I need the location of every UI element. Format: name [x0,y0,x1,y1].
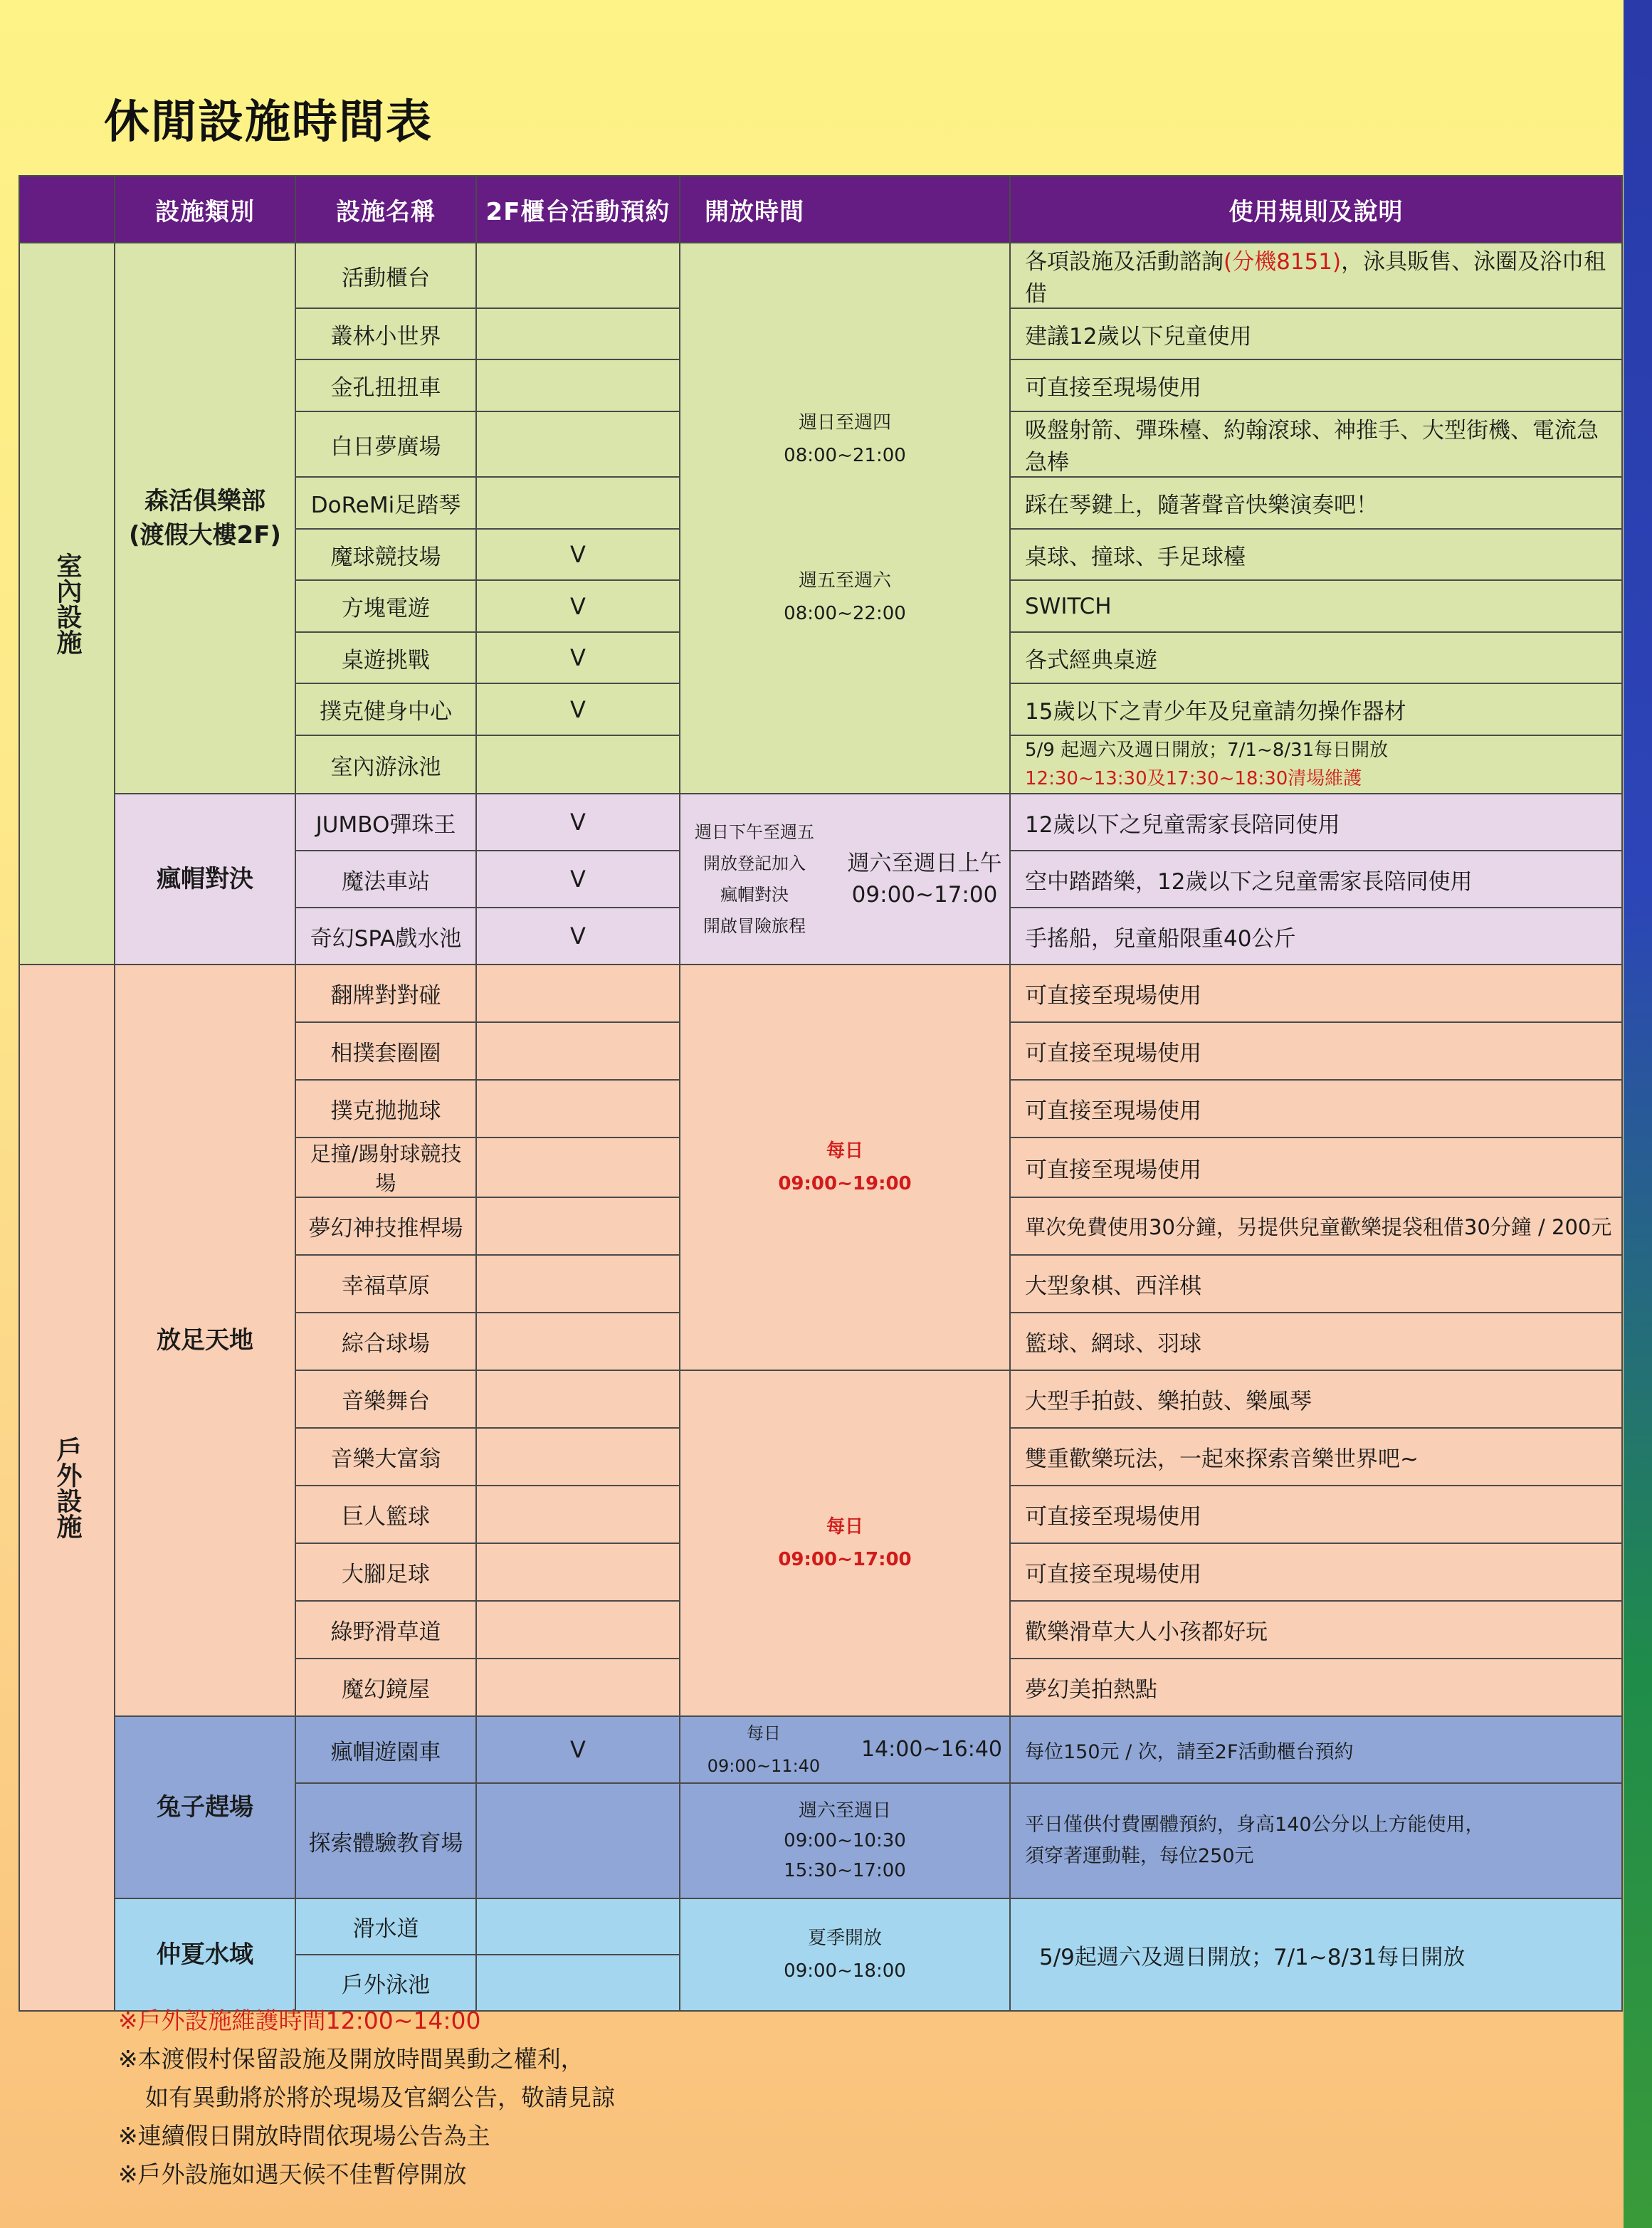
hours-club: 週日至週四 08:00~21:00 週五至週六 08:00~22:00 [680,243,1010,794]
category-indoor: 室內設施 [19,243,115,965]
facility-name: 室內游泳池 [295,735,476,794]
facility-name: 幸福草原 [295,1255,476,1313]
facility-name: DoReMi足踏琴 [295,477,476,529]
table-row [19,794,1622,851]
header-rules: 使用規則及說明 [1010,176,1622,243]
header-category: 設施類別 [115,176,295,243]
rule-text: 大型象棋、西洋棋 [1010,1255,1622,1313]
facility-name: 撲克拋拋球 [295,1080,476,1137]
reservation-mark: V [476,794,680,851]
page-title: 休閒設施時間表 [104,96,433,149]
reservation-mark [476,1080,680,1137]
reservation-mark [476,735,680,794]
facility-name: 瘋帽遊園車 [295,1716,476,1783]
rule-text: SWITCH [1010,580,1622,632]
decorative-side-bar [1624,0,1652,2228]
facility-name: 魔幻鏡屋 [295,1659,476,1716]
table-row [19,965,1622,1022]
rule-text: 可直接至現場使用 [1010,965,1622,1022]
facility-name: 撲克健身中心 [295,683,476,735]
reservation-mark [476,1898,680,1955]
group-water: 仲夏水域 [115,1898,295,2011]
rule-text: 5/9起週六及週日開放；7/1~8/31每日開放 [1010,1898,1622,2011]
rule-text: 可直接至現場使用 [1010,1137,1622,1197]
reservation-mark [476,1370,680,1428]
hours-field-b: 每日 09:00~17:00 [680,1370,1010,1716]
facility-name: 綠野滑草道 [295,1601,476,1659]
facility-name: 叢林小世界 [295,308,476,359]
note-holiday: ※連續假日開放時間依現場公告為主 [118,2122,490,2150]
reservation-mark [476,308,680,359]
rule-text: 5/9 起週六及週日開放；7/1~8/31每日開放 12:30~13:30及17:30~18:30清場維護 [1010,735,1622,794]
rule-text: 桌球、撞球、手足球檯 [1010,529,1622,580]
facility-name: 桌遊挑戰 [295,632,476,683]
reservation-mark [476,359,680,411]
facility-name: 巨人籃球 [295,1486,476,1543]
category-outdoor: 戶外設施 [19,965,115,2011]
reservation-mark [476,411,680,477]
hours-water: 夏季開放 09:00~18:00 [680,1898,1010,2011]
reservation-mark: V [476,529,680,580]
rule-text: 可直接至現場使用 [1010,1022,1622,1080]
facility-name: 奇幻SPA戲水池 [295,908,476,965]
rule-text: 歡樂滑草大人小孩都好玩 [1010,1601,1622,1659]
facility-name: 音樂大富翁 [295,1428,476,1486]
rule-text: 大型手拍鼓、樂拍鼓、樂風琴 [1010,1370,1622,1428]
facility-name: 足撞/踢射球競技場 [295,1137,476,1197]
reservation-mark: V [476,683,680,735]
facility-name: 金孔扭扭車 [295,359,476,411]
rule-text: 吸盤射箭、彈珠檯、約翰滾球、神推手、大型街機、電流急急棒 [1010,411,1622,477]
header-open-hours: 開放時間 [680,176,1010,243]
reservation-mark [476,477,680,529]
reservation-mark: V [476,580,680,632]
reservation-mark [476,1486,680,1543]
facility-name: 相撲套圈圈 [295,1022,476,1080]
facility-name: 活動櫃台 [295,243,476,308]
hours-mad-hatter: 週日下午至週五 開放登記加入 瘋帽對決 開啟冒險旅程 週六至週日上午 09:00~17:00 [680,794,1010,965]
reservation-mark [476,1197,680,1255]
facility-name: 方塊電遊 [295,580,476,632]
reservation-mark [476,965,680,1022]
rule-text: 可直接至現場使用 [1010,1486,1622,1543]
facility-name: 戶外泳池 [295,1955,476,2011]
facility-name: 大腳足球 [295,1543,476,1601]
group-mad-hatter: 瘋帽對決 [115,794,295,965]
facility-name: 綜合球場 [295,1313,476,1370]
reservation-mark: V [476,632,680,683]
reservation-mark: V [476,851,680,908]
note-rights-cont: 如有異動將於將於現場及官網公告，敬請見諒 [145,2084,615,2111]
rule-text: 各項設施及活動諮詢(分機8151)，泳具販售、泳圈及浴巾租借 [1010,243,1622,308]
group-field: 放足天地 [115,965,295,1716]
reservation-mark [476,1428,680,1486]
facility-name: 魔法車站 [295,851,476,908]
table-row [19,243,1622,308]
reservation-mark [476,1255,680,1313]
rule-text: 空中踏踏樂，12歲以下之兒童需家長陪同使用 [1010,851,1622,908]
facility-name: 翻牌對對碰 [295,965,476,1022]
rule-text: 平日僅供付費團體預約，身高140公分以上方能使用， 須穿著運動鞋，每位250元 [1010,1783,1622,1898]
facility-schedule-table [19,175,1623,2012]
rule-text: 雙重歡樂玩法，一起來探索音樂世界吧~ [1010,1428,1622,1486]
rule-text: 手搖船，兒童船限重40公斤 [1010,908,1622,965]
footnotes [118,2002,615,2194]
rule-text: 12歲以下之兒童需家長陪同使用 [1010,794,1622,851]
header-blank [19,176,115,243]
facility-name: 探索體驗教育場 [295,1783,476,1898]
reservation-mark [476,1783,680,1898]
hours-field-a: 每日 09:00~19:00 [680,965,1010,1370]
reservation-mark: V [476,908,680,965]
facility-name: JUMBO彈珠王 [295,794,476,851]
header-facility-name: 設施名稱 [295,176,476,243]
facility-name: 夢幻神技推桿場 [295,1197,476,1255]
facility-name: 魔球競技場 [295,529,476,580]
table-header-row [19,176,1622,243]
rule-text: 每位150元 / 次，請至2F活動櫃台預約 [1010,1716,1622,1783]
reservation-mark: V [476,1716,680,1783]
facility-name: 白日夢廣場 [295,411,476,477]
header-reservation: 2F櫃台活動預約 [476,176,680,243]
rule-text: 單次免費使用30分鐘，另提供兒童歡樂提袋租借30分鐘 / 200元 [1010,1197,1622,1255]
note-maintenance: ※戶外設施維護時間12:00~14:00 [118,2007,481,2034]
group-club: 森活俱樂部 (渡假大樓2F) [115,243,295,794]
reservation-mark [476,1022,680,1080]
rule-text: 夢幻美拍熱點 [1010,1659,1622,1716]
hours-education-field: 週六至週日 09:00~10:30 15:30~17:00 [680,1783,1010,1898]
rule-text: 15歲以下之青少年及兒童請勿操作器材 [1010,683,1622,735]
rule-text: 各式經典桌遊 [1010,632,1622,683]
reservation-mark [476,1313,680,1370]
reservation-mark [476,1659,680,1716]
rule-text: 踩在琴鍵上，隨著聲音快樂演奏吧！ [1010,477,1622,529]
hours-park-bus: 每日 09:00~11:40 14:00~16:40 [680,1716,1010,1783]
reservation-mark [476,1601,680,1659]
table-row [19,1716,1622,1783]
rule-text: 可直接至現場使用 [1010,1543,1622,1601]
table-row [19,1898,1622,1955]
facility-name: 滑水道 [295,1898,476,1955]
note-rights: ※本渡假村保留設施及開放時間異動之權利， [118,2045,584,2073]
rule-text: 可直接至現場使用 [1010,359,1622,411]
group-rabbit: 兔子趕場 [115,1716,295,1898]
rule-text: 籃球、網球、羽球 [1010,1313,1622,1370]
facility-name: 音樂舞台 [295,1370,476,1428]
reservation-mark [476,1137,680,1197]
rule-text: 可直接至現場使用 [1010,1080,1622,1137]
rule-text: 建議12歲以下兒童使用 [1010,308,1622,359]
note-weather: ※戶外設施如遇天候不佳暫停開放 [118,2160,467,2188]
reservation-mark [476,243,680,308]
reservation-mark [476,1543,680,1601]
